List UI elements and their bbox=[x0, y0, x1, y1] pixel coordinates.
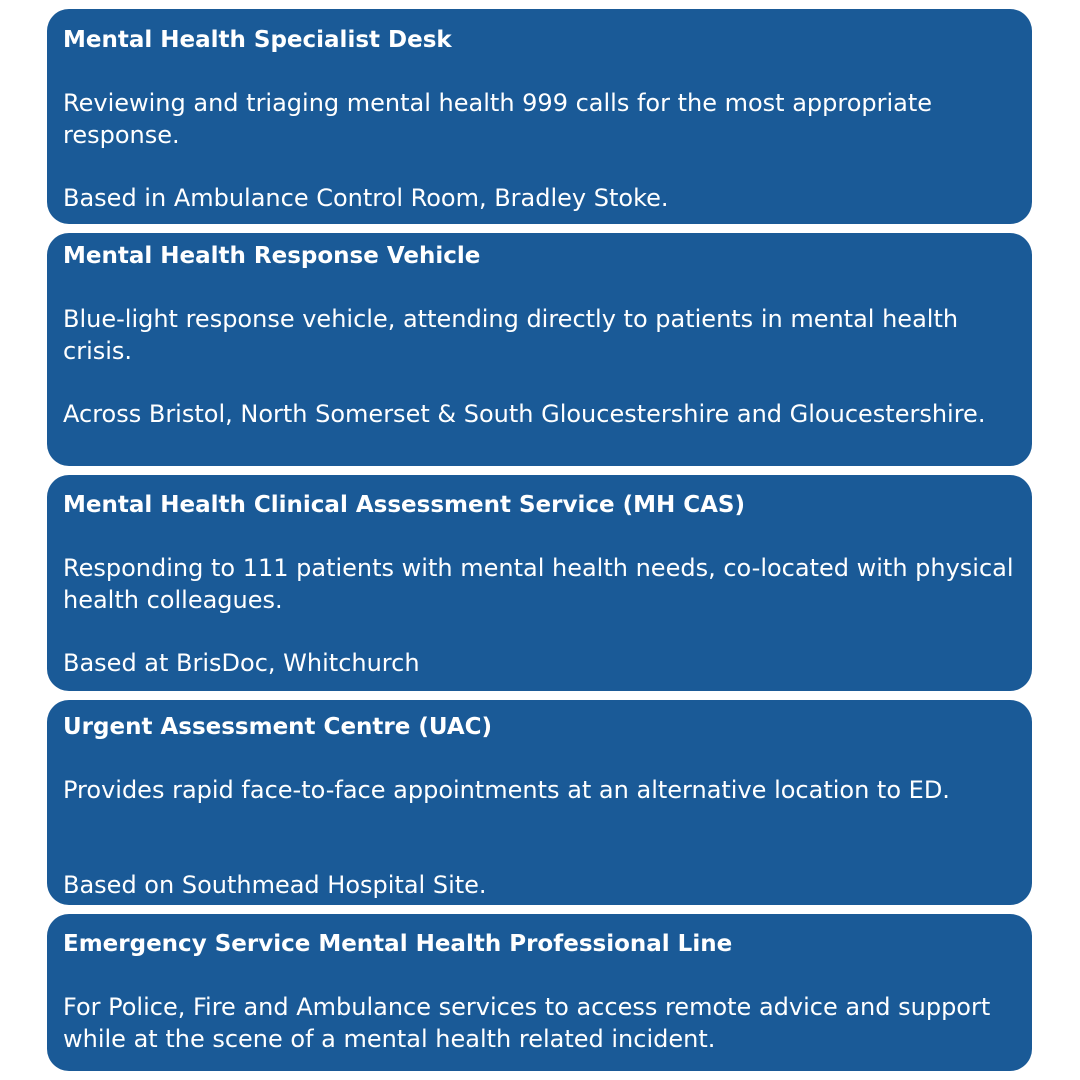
service-card-specialist-desk bbox=[47, 9, 1032, 224]
card-description: Blue-light response vehicle, attending directly to patients in mental health crisis. bbox=[63, 305, 959, 365]
card-description: Reviewing and triaging mental health 999 calls for the most appropriate response. bbox=[63, 89, 933, 149]
service-card-response-vehicle bbox=[47, 233, 1032, 466]
card-title: Mental Health Clinical Assessment Service (MH CAS) bbox=[63, 492, 745, 518]
service-card-professional-line bbox=[47, 914, 1032, 1071]
card-location: Across Bristol, North Somerset & South Gloucestershire and Gloucestershire. bbox=[63, 400, 986, 428]
card-description: For Police, Fire and Ambulance services to access remote advice and support while at the scene of a mental health related incident. bbox=[63, 993, 991, 1053]
card-location: Based in Ambulance Control Room, Bradley Stoke. bbox=[63, 184, 669, 212]
card-location: Based on Southmead Hospital Site. bbox=[63, 871, 487, 899]
service-card-mh-cas bbox=[47, 475, 1032, 691]
card-title: Urgent Assessment Centre (UAC) bbox=[63, 714, 493, 740]
card-title: Mental Health Response Vehicle bbox=[63, 243, 481, 269]
card-description: Responding to 111 patients with mental health needs, co-located with physical health colleagues. bbox=[63, 554, 1014, 614]
card-title: Mental Health Specialist Desk bbox=[63, 27, 452, 53]
card-location: Based at BrisDoc, Whitchurch bbox=[63, 649, 420, 677]
card-description: Provides rapid face-to-face appointments at an alternative location to ED. bbox=[63, 776, 950, 804]
service-card-uac bbox=[47, 700, 1032, 905]
card-title: Emergency Service Mental Health Professional Line bbox=[63, 931, 733, 957]
